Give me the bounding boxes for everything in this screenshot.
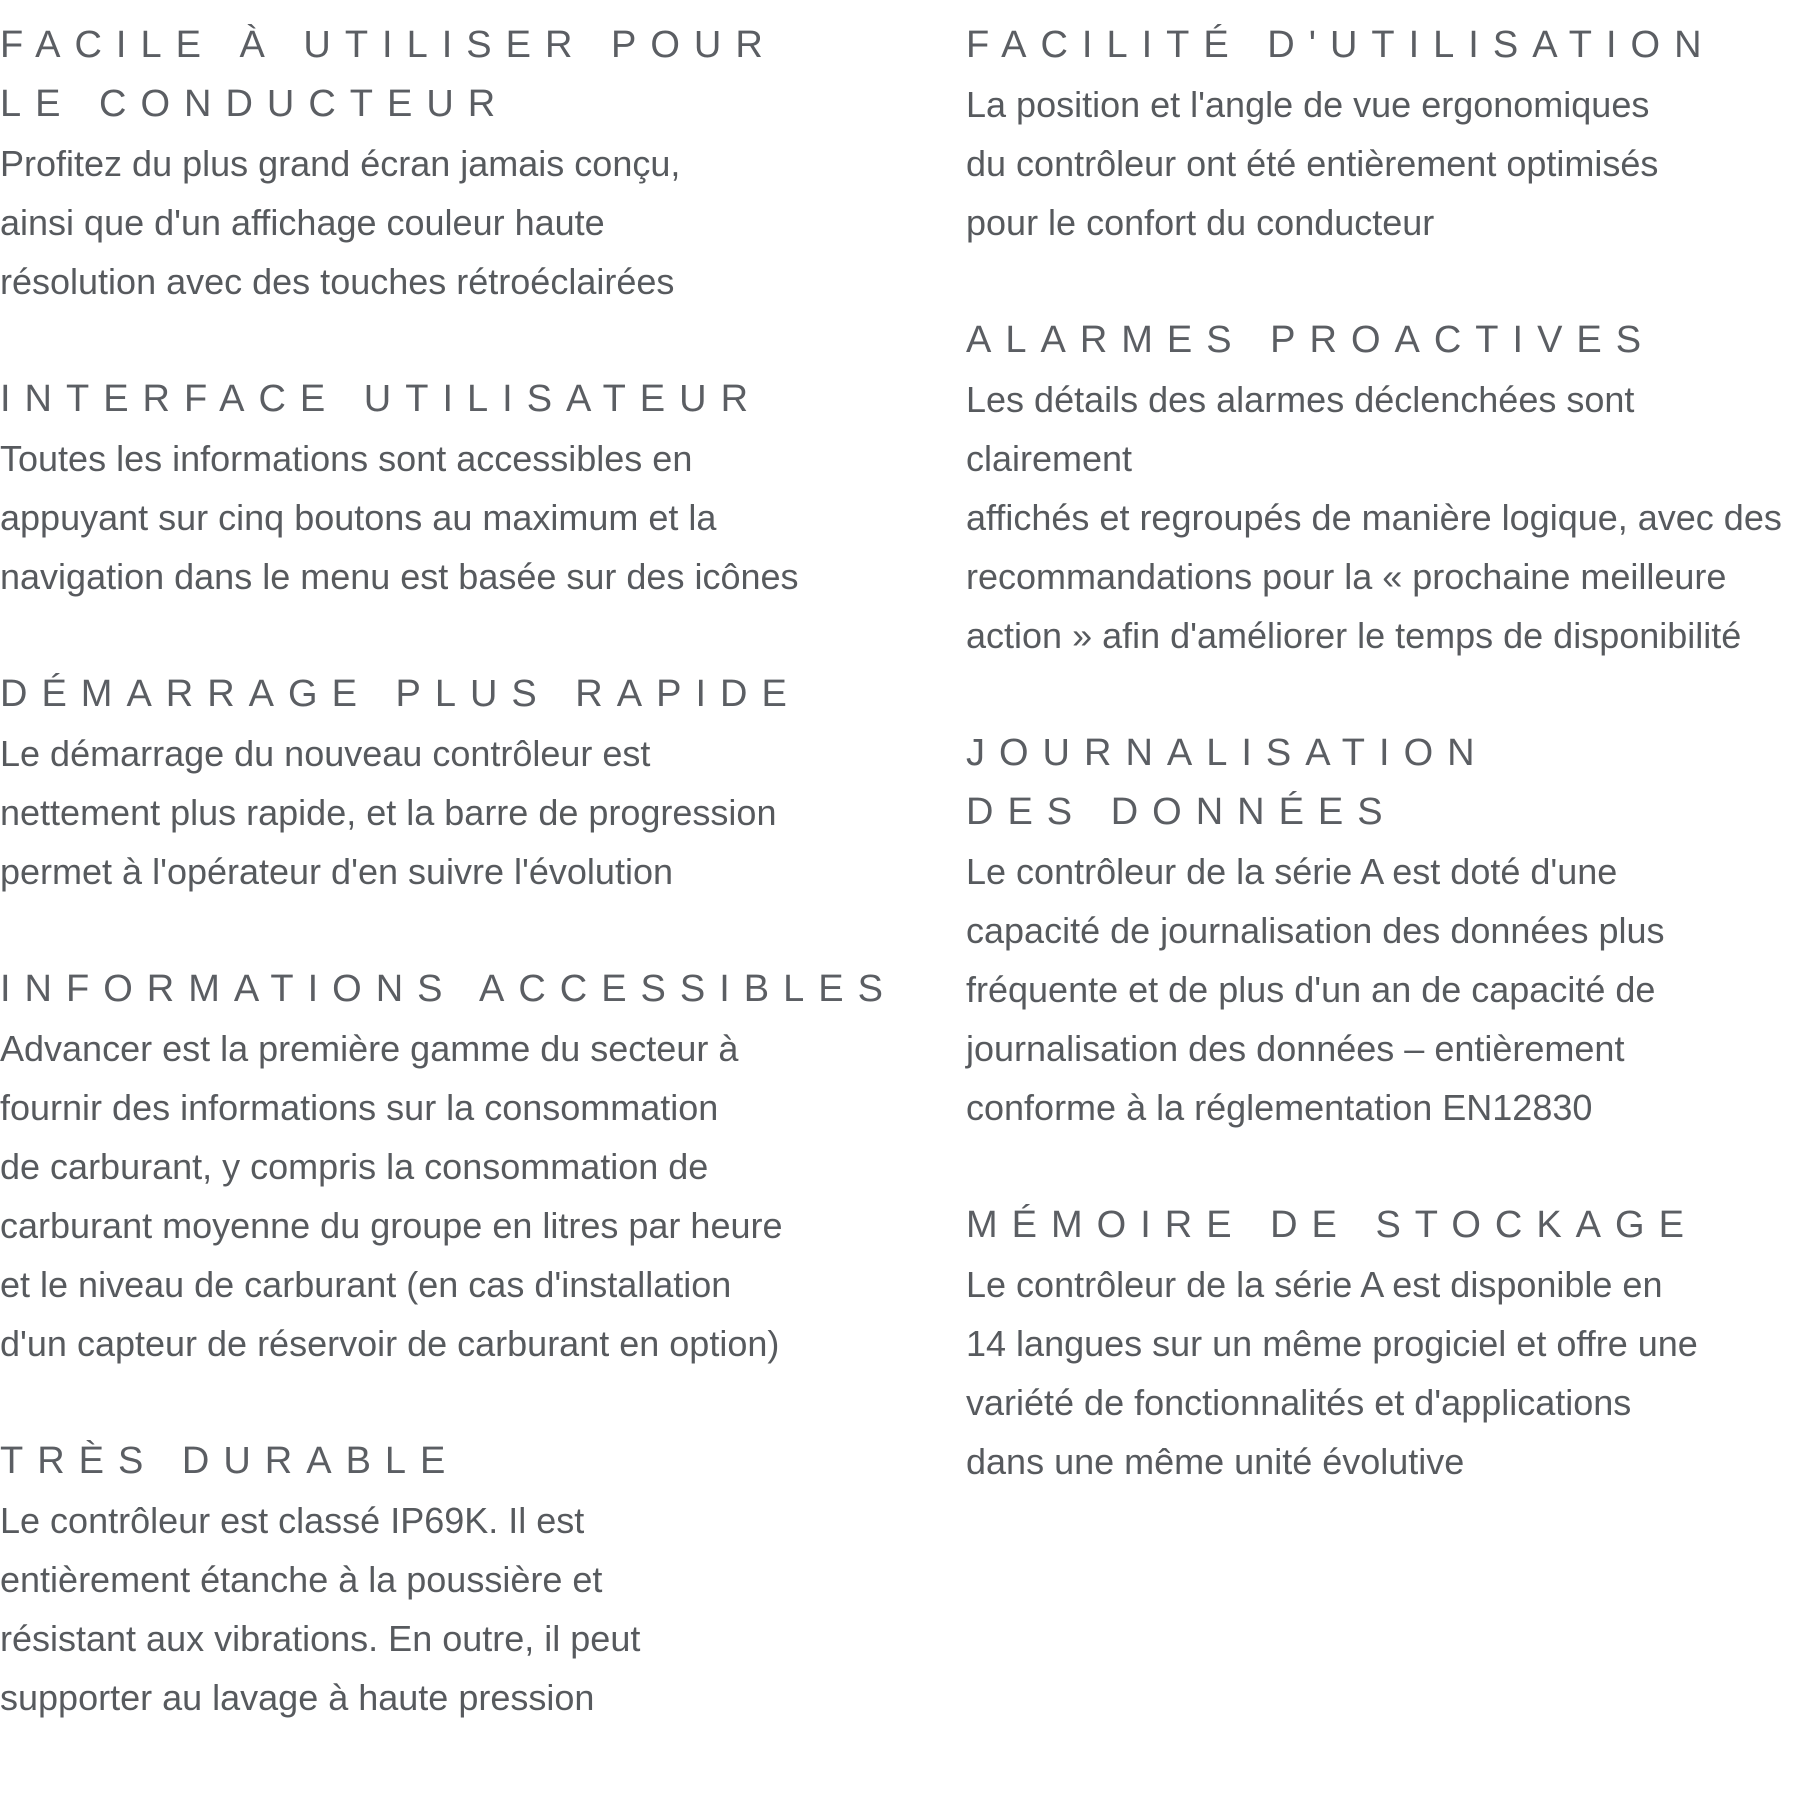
feature-heading: INFORMATIONS ACCESSIBLES xyxy=(0,968,897,1010)
feature-heading: FACILITÉ D'UTILISATION xyxy=(966,24,1716,66)
feature-heading: INTERFACE UTILISATEUR xyxy=(0,378,763,420)
feature-data-logging xyxy=(966,724,1808,1137)
feature-heading: DÉMARRAGE PLUS RAPIDE xyxy=(0,673,801,715)
feature-description: Les détails des alarmes déclenchées sont clairement affichés et regroupés de manière logique, avec des recommandations pour la « prochaine meilleure action » afin d'améliorer le temps de disponibilité xyxy=(966,379,1782,656)
feature-description: Le contrôleur est classé IP69K. Il est entièrement étanche à la poussière et résistant aux vibrations. En outre, il peut supporter au lavage à haute pression xyxy=(0,1500,641,1718)
feature-proactive-alarms xyxy=(966,311,1808,665)
feature-heading: FACILE À UTILISER POUR LE CONDUCTEUR xyxy=(0,24,777,125)
feature-description: Toutes les informations sont accessibles en appuyant sur cinq boutons au maximum et la navigation dans le menu est basée sur des icônes xyxy=(0,438,799,597)
feature-description: Profitez du plus grand écran jamais conçu, ainsi que d'un affichage couleur haute résolution avec des touches rétroéclairées xyxy=(0,143,681,302)
right-column xyxy=(966,16,1808,1550)
feature-description: Le contrôleur de la série A est disponible en 14 langues sur un même progiciel et offre une variété de fonctionnalités et d'applications dans une même unité évolutive xyxy=(966,1264,1698,1482)
feature-description: Advancer est la première gamme du secteur à fournir des informations sur la consommation de carburant, y compris la consommation de carburant moyenne du groupe en litres par heure et le niveau de carburant (en cas d'installation d'un capteur de réservoir de carburant en option) xyxy=(0,1028,783,1364)
feature-ease-of-use xyxy=(966,16,1808,252)
feature-heading: JOURNALISATION DES DONNÉES xyxy=(966,732,1489,833)
left-column xyxy=(0,16,920,1786)
feature-faster-startup xyxy=(0,665,920,901)
feature-accessible-info xyxy=(0,960,920,1373)
feature-description: La position et l'angle de vue ergonomiques du contrôleur ont été entièrement optimisés pour le confort du conducteur xyxy=(966,84,1659,243)
feature-driver-ease xyxy=(0,16,920,311)
feature-heading: MÉMOIRE DE STOCKAGE xyxy=(966,1204,1698,1246)
feature-durable xyxy=(0,1432,920,1727)
feature-heading: ALARMES PROACTIVES xyxy=(966,319,1656,361)
feature-description: Le démarrage du nouveau contrôleur est nettement plus rapide, et la barre de progression permet à l'opérateur d'en suivre l'évolution xyxy=(0,733,777,892)
feature-user-interface xyxy=(0,370,920,606)
feature-description: Le contrôleur de la série A est doté d'une capacité de journalisation des données plus fréquente et de plus d'un an de capacité de journalisation des données – entièrement conforme à la réglementation EN12830 xyxy=(966,851,1665,1128)
feature-heading: TRÈS DURABLE xyxy=(0,1440,460,1482)
feature-storage-memory xyxy=(966,1196,1808,1491)
